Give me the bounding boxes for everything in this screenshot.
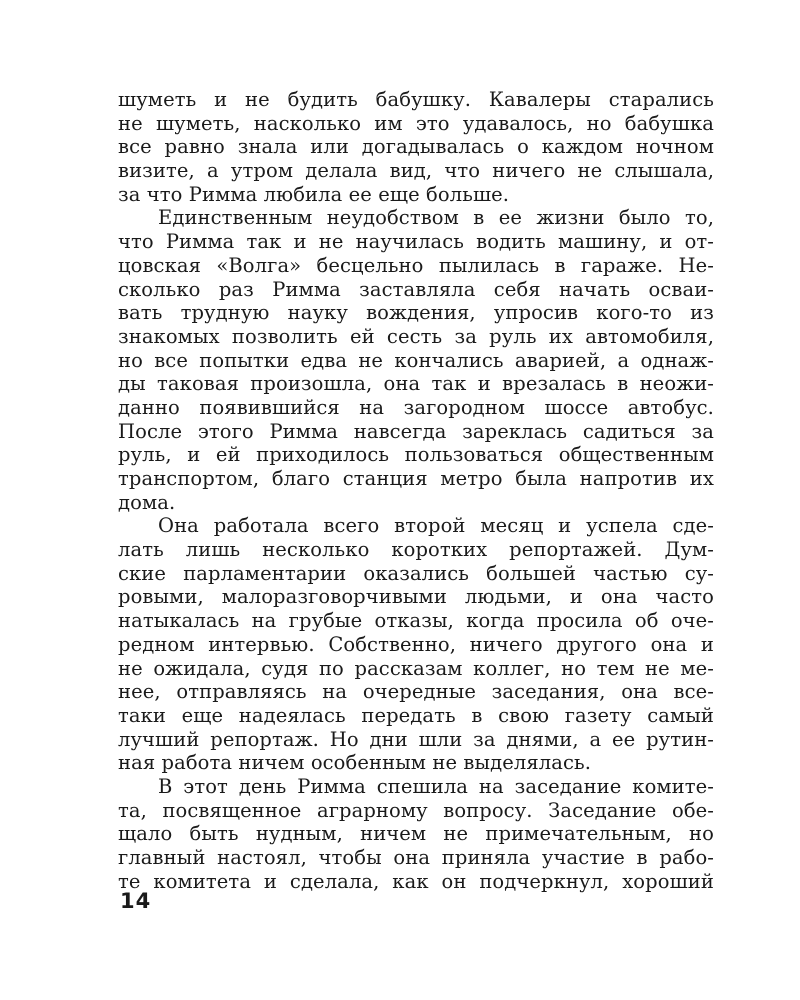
text-line: дома.	[118, 490, 176, 514]
text-line: главный настоял, чтобы она приняла участие в рабо-	[118, 846, 714, 869]
text-line: но все попытки едва не кончались аварией, а однаж-	[118, 348, 714, 372]
text-line: визите, а утром делала вид, что ничего не слышала,	[118, 159, 714, 183]
text-line: сколько раз Римма заставляла себя начать осваи-	[118, 277, 714, 301]
text-line: натыкалась на грубые отказы, когда просила об оче-	[118, 609, 714, 633]
text-line: шуметь и не будить бабушку. Кавалеры старались	[118, 88, 714, 111]
text-line: Она работала всего второй месяц и успела сде-	[158, 514, 714, 538]
text-line: что Римма так и не научилась водить машину, и от-	[118, 230, 714, 254]
text-line: ровыми, малоразговорчивыми людьми, и она часто	[118, 585, 714, 609]
text-line: не ожидала, судя по рассказам коллег, но тем не ме-	[118, 656, 714, 680]
text-line: за что Римма любила ее еще больше.	[118, 182, 510, 206]
text-line: ские парламентарии оказались большей частью су-	[118, 561, 714, 585]
text-line: ды таковая произошла, она так и врезалась в неожи-	[118, 372, 714, 396]
text-line: лучший репортаж. Но дни шли за днями, а ее рутин-	[118, 727, 714, 751]
text-line: цовская «Волга» бесцельно пылилась в гараже. Не-	[118, 253, 714, 277]
page-number: 14	[120, 889, 152, 913]
text-line: та, посвященное аграрному вопросу. Заседание обе-	[118, 798, 714, 822]
text-line: все равно знала или догадывалась о каждом ночном	[118, 135, 714, 159]
text-line: щало быть нудным, ничем не примечательным, но	[118, 822, 714, 846]
text-line: редном интервью. Собственно, ничего другого она и	[118, 632, 714, 656]
text-line: не шуметь, насколько им это удавалось, но бабушка	[118, 111, 714, 135]
text-line: знакомых позволить ей сесть за руль их автомобиля,	[118, 324, 714, 348]
text-line: нее, отправляясь на очередные заседания, она все-	[118, 680, 714, 704]
text-line: вать трудную науку вождения, упросив кого-то из	[118, 301, 714, 325]
text-line: данно появившийся на загородном шоссе автобус.	[118, 395, 714, 419]
body-text	[118, 88, 714, 893]
text-line: руль, и ей приходилось пользоваться общественным	[118, 443, 714, 467]
text-line: транспортом, благо станция метро была напротив их	[118, 467, 714, 490]
text-line: ная работа ничем особенным не выделялась.	[118, 751, 591, 775]
text-line: лать лишь несколько коротких репортажей. Дум-	[118, 538, 714, 562]
text-line: таки еще надеялась передать в свою газету самый	[118, 703, 714, 727]
text-line: Единственным неудобством в ее жизни было то,	[158, 206, 714, 230]
text-line: После этого Римма навсегда зареклась садиться за	[118, 419, 714, 443]
text-line: те комитета и сделала, как он подчеркнул, хороший	[118, 869, 714, 893]
text-line: В этот день Римма спешила на заседание комите-	[158, 774, 714, 798]
